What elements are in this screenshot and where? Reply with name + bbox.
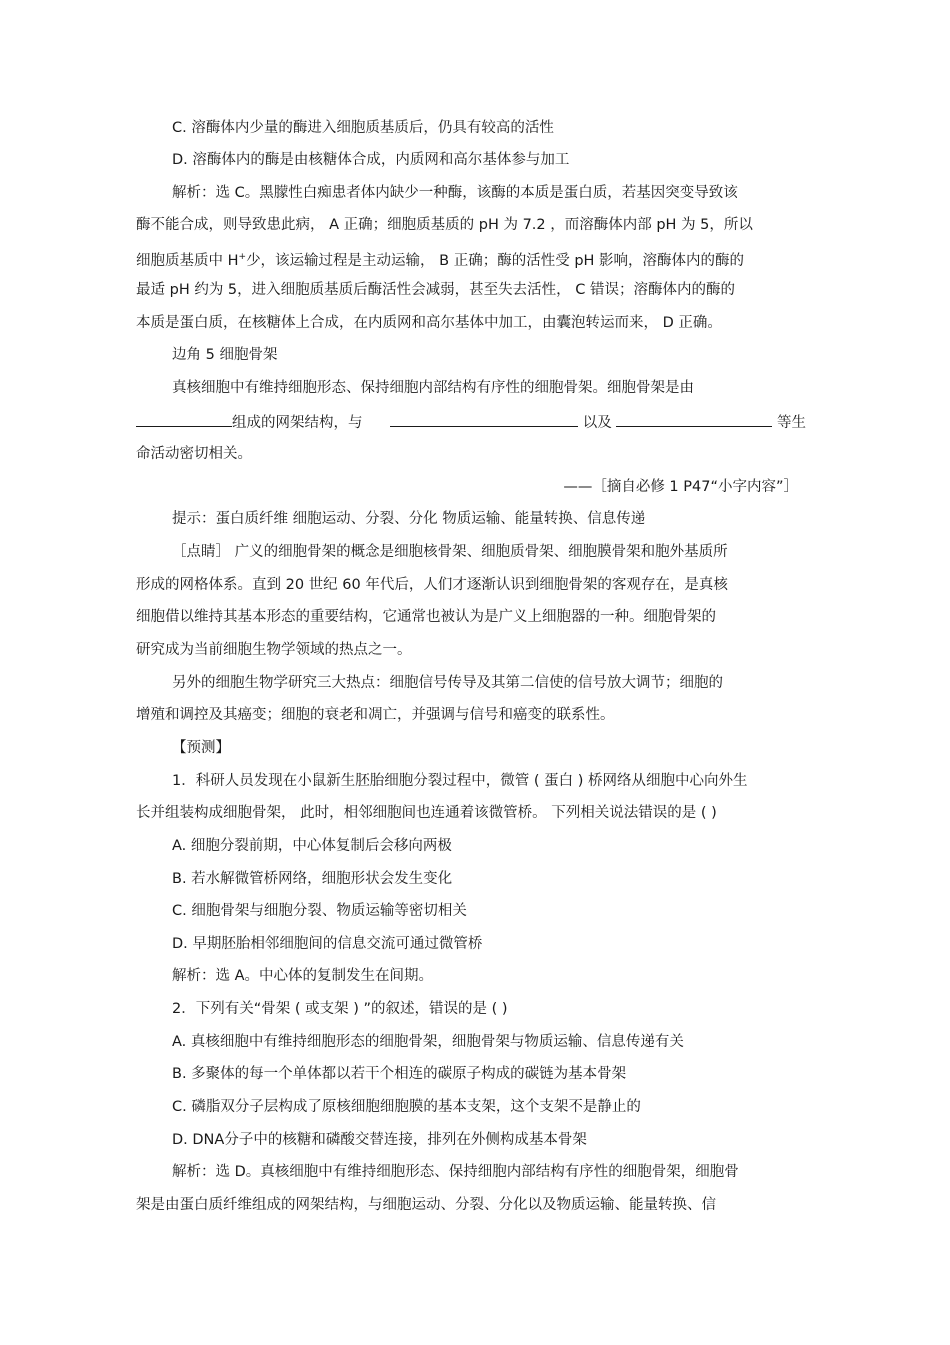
question-2-analysis: 解析：选 D。真核细胞中有维持细胞形态、保持细胞内部结构有序性的细胞骨架，细胞骨 [172,1164,739,1180]
section-heading: 边角 5 细胞骨架 [172,347,278,363]
question-1-option-b: B. 若水解微管桥网络，细胞形状会发生变化 [172,871,453,887]
note-line: 另外的细胞生物学研究三大热点：细胞信号传导及其第二信使的信号放大调节；细胞的 [172,675,723,691]
option-d-line: D. 溶酶体内的酶是由核糖体合成，内质网和高尔基体参与加工 [172,152,570,168]
option-c-line: C. 溶酶体内少量的酶进入细胞质基质后，仍具有较高的活性 [172,120,554,136]
question-1-option-d: D. 早期胚胎相邻细胞间的信息交流可通过微管桥 [172,936,483,952]
fill-blank-line: 组成的网架结构，与 以及 等生 [136,411,806,433]
note-line: 研究成为当前细胞生物学领域的热点之一。 [136,642,412,658]
question-2-option-a: A. 真核细胞中有维持细胞形态的细胞骨架，细胞骨架与物质运输、信息传递有关 [172,1034,684,1050]
note-line: 增殖和调控及其癌变；细胞的衰老和凋亡，并强调与信号和癌变的联系性。 [136,707,615,723]
analysis-line: 酶不能合成，则导致患此病， A 正确；细胞质基质的 pH 为 7.2 ，而溶酶体内部 pH 为 5，所以 [136,217,753,233]
note-line: ［点睛］ 广义的细胞骨架的概念是细胞核骨架、细胞质骨架、细胞膜骨架和胞外基质所 [172,544,728,560]
question-1-analysis: 解析：选 A。中心体的复制发生在间期。 [172,968,434,984]
prediction-heading: 【预测】 [172,740,230,756]
question-1-option-a: A. 细胞分裂前期，中心体复制后会移向两极 [172,838,452,854]
answer-blank-1 [136,411,232,427]
question-1-option-c: C. 细胞骨架与细胞分裂、物质运输等密切相关 [172,903,467,919]
analysis-line: 本质是蛋白质，在核糖体上合成，在内质网和高尔基体中加工，由囊泡转运而来， D 正确。 [136,315,722,331]
question-2-option-b: B. 多聚体的每一个单体都以若干个相连的碳原子构成的碳链为基本骨架 [172,1066,627,1082]
note-line: 细胞借以维持其基本形态的重要结构，它通常也被认为是广义上细胞器的一种。细胞骨架的 [136,609,716,625]
question-1-stem: 长并组装构成细胞骨架， 此时，相邻细胞间也连通着该微管桥。 下列相关说法错误的是 ( ) [136,805,717,821]
analysis-line: 解析：选 C。黑朦性白痴患者体内缺少一种酶，该酶的本质是蛋白质，若基因突变导致该 [172,185,738,201]
question-2-analysis: 架是由蛋白质纤维组成的网架结构，与细胞运动、分裂、分化以及物质运输、能量转换、信 [136,1197,716,1213]
question-1-stem: 1．科研人员发现在小鼠新生胚胎细胞分裂过程中，微管 ( 蛋白 ) 桥网络从细胞中心向外生 [172,773,748,789]
answer-blank-2 [390,411,578,427]
question-2-option-c: C. 磷脂双分子层构成了原核细胞细胞膜的基本支架，这个支架不是静止的 [172,1099,641,1115]
source-citation: ——［摘自必修 1 P47“小字内容”］ [563,479,798,495]
hint-line: 提示：蛋白质纤维 细胞运动、分裂、分化 物质运输、能量转换、信息传递 [172,511,646,527]
body-text-line: 真核细胞中有维持细胞形态、保持细胞内部结构有序性的细胞骨架。细胞骨架是由 [172,380,694,396]
note-line: 形成的网格体系。直到 20 世纪 60 年代后，人们才逐渐认识到细胞骨架的客观存在，是真核 [136,577,728,593]
analysis-line: 最适 pH 约为 5，进入细胞质基质后酶活性会减弱，甚至失去活性， C 错误；溶酶体内的酶的 [136,282,735,298]
question-2-stem: 2．下列有关“骨架 ( 或支架 ) ”的叙述，错误的是 ( ) [172,1001,508,1017]
question-2-option-d: D. DNA分子中的核糖和磷酸交替连接，排列在外侧构成基本骨架 [172,1132,587,1148]
body-text-line: 命活动密切相关。 [136,446,252,462]
analysis-line: 细胞质基质中 H+少，该运输过程是主动运输， B 正确；酶的活性受 pH 影响，溶酶体内的酶的 [136,252,745,269]
answer-blank-3 [616,411,772,427]
